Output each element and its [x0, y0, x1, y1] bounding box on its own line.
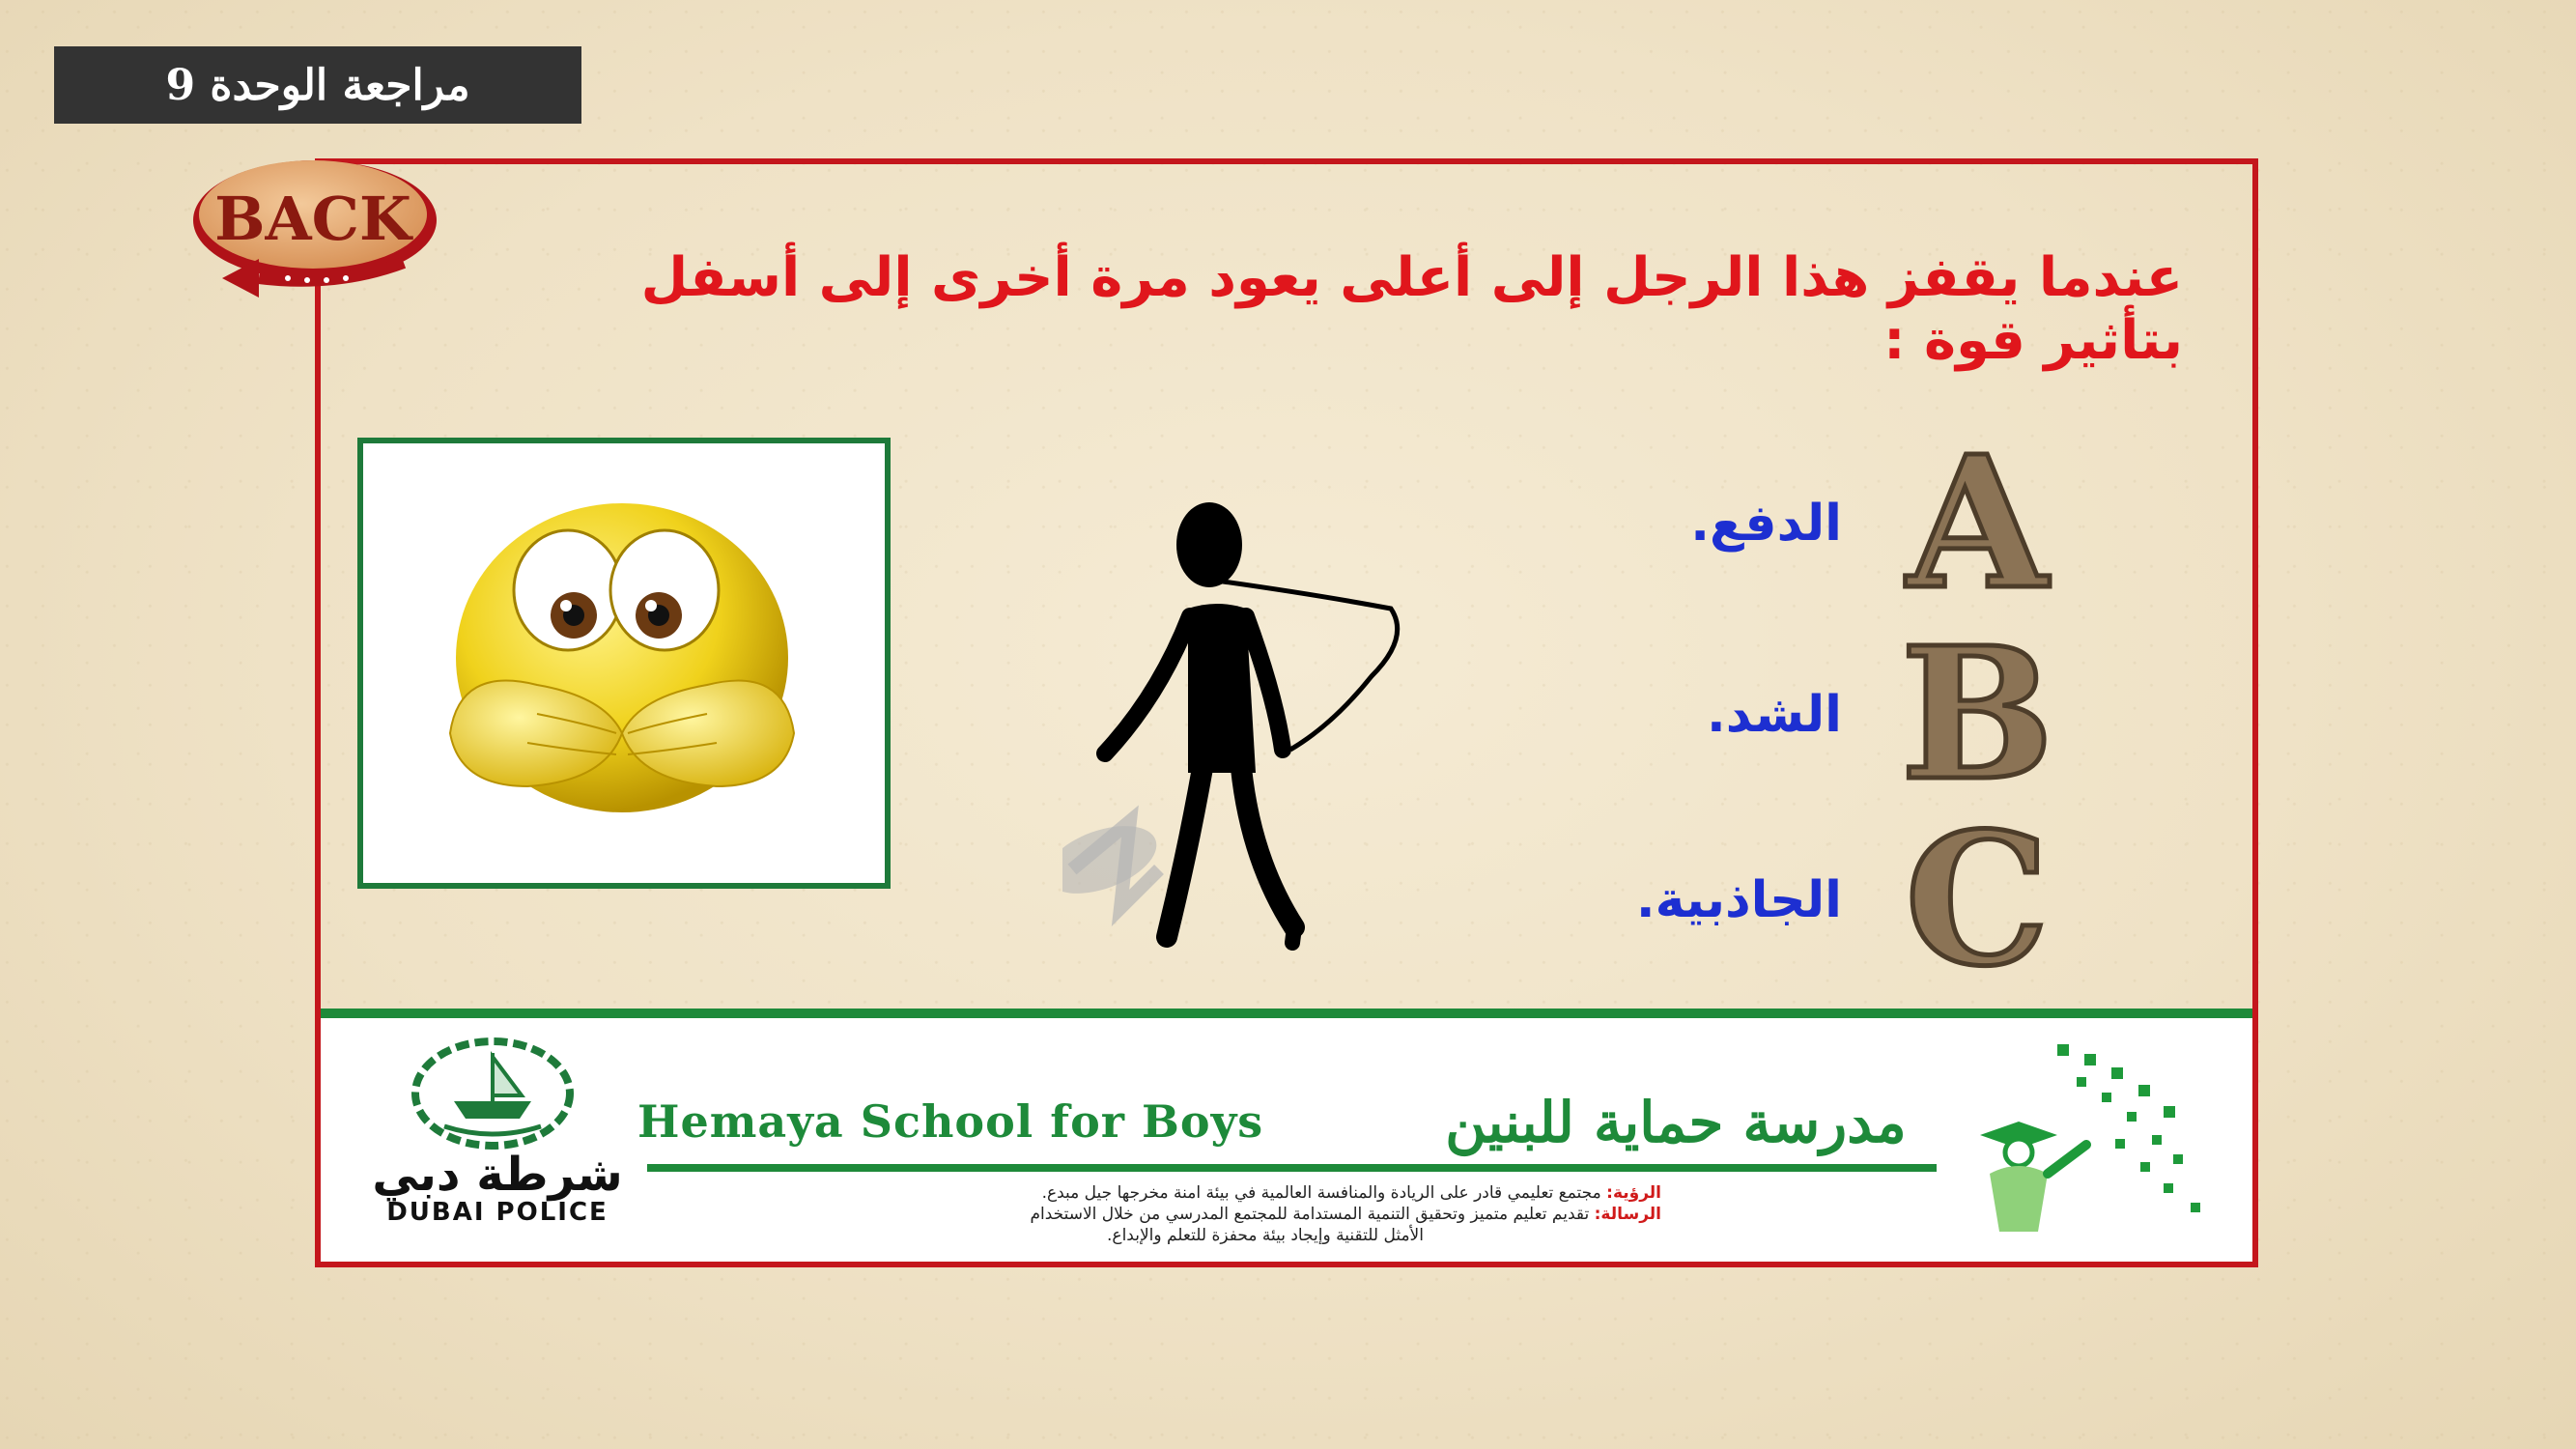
option-c[interactable] — [1635, 793, 2074, 1007]
option-label: الجاذبية. — [1635, 871, 1842, 929]
question-text: عندما يقفز هذا الرجل إلى أعلى يعود مرة أخرى إلى أسفل بتأثير قوة : — [640, 246, 2183, 372]
footer-divider — [647, 1164, 1937, 1172]
emoji-picture — [357, 438, 891, 889]
option-letter: B — [1900, 608, 2054, 821]
option-a[interactable] — [1690, 416, 2074, 630]
stick-figure-icon — [1062, 502, 1430, 956]
speechless-emoji-icon — [363, 443, 885, 883]
hemaya-school-logo-icon — [1970, 1038, 2222, 1246]
vision-mission-text — [869, 1182, 1661, 1246]
police-name-en: DUBAI POLICE — [386, 1198, 609, 1227]
vision-text: مجتمع تعليمي قادر على الريادة والمنافسة العالمية في بيئة امنة مخرجها جيل مبدع. — [1041, 1183, 1601, 1203]
back-button[interactable] — [191, 155, 464, 317]
option-label: الشد. — [1706, 686, 1842, 744]
school-name-ar: مدرسة حماية للبنين — [1445, 1090, 1907, 1155]
mission-text: تقديم تعليم متميز وتحقيق التنمية المستدامة للمجتمع المدرسي من خلال الاستخدام — [1030, 1205, 1590, 1224]
jumping-man-figure — [1062, 502, 1430, 956]
option-letter: C — [1905, 793, 2050, 1007]
unit-title-text: مراجعة الوحدة 9 — [165, 60, 470, 110]
dubai-police-emblem-icon — [406, 1034, 580, 1154]
back-label: BACK — [214, 184, 411, 254]
police-name-ar: شرطة دبي — [372, 1148, 623, 1202]
school-name-en: Hemaya School for Boys — [637, 1095, 1264, 1148]
back-arrow-icon — [191, 155, 464, 317]
vision-label: الرؤية: — [1606, 1183, 1661, 1203]
option-label: الدفع. — [1690, 495, 1842, 553]
mission-text-2: الأمثل للتقنية وإيجاد بيئة محفزة للتعلم والإبداع. — [1107, 1226, 1424, 1245]
option-letter: A — [1907, 416, 2048, 630]
option-b[interactable] — [1706, 608, 2074, 821]
unit-title — [54, 46, 581, 124]
mission-label: الرسالة: — [1594, 1205, 1661, 1224]
